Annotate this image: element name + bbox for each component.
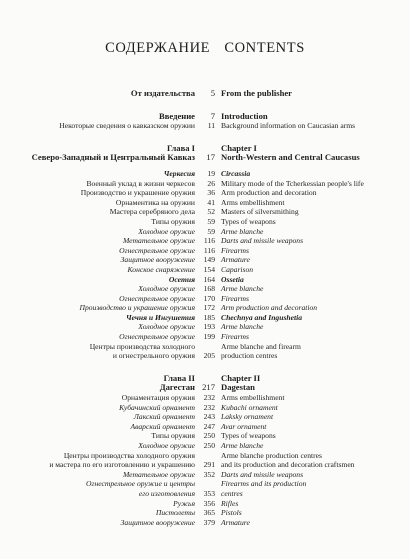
toc-label-ru: Типы оружия bbox=[151, 431, 195, 441]
toc-page-number: 116 bbox=[203, 245, 215, 255]
toc-row[interactable] bbox=[0, 227, 410, 237]
toc-row[interactable] bbox=[0, 265, 410, 275]
toc-page-number: 365 bbox=[203, 508, 215, 518]
toc-page-number: 11 bbox=[207, 121, 215, 131]
toc-page-number: 154 bbox=[203, 264, 215, 274]
toc-page-number: 379 bbox=[203, 517, 215, 527]
toc-label-en: Introduction bbox=[221, 110, 268, 121]
toc-label-ru: Холодное оружие bbox=[138, 226, 195, 236]
toc-label-en: centres bbox=[221, 488, 243, 498]
toc-row[interactable] bbox=[0, 508, 410, 518]
toc-label-ru: Военный уклад в жизни черкесов bbox=[86, 178, 195, 188]
toc-row-publisher[interactable] bbox=[0, 89, 410, 99]
toc-row-section-heading[interactable] bbox=[0, 169, 410, 179]
page-title bbox=[0, 40, 410, 56]
toc-label-ru: Центры производства холодного оружия bbox=[63, 450, 195, 460]
toc-page-number: 17 bbox=[206, 152, 215, 163]
toc-label-ru: Конское снаряжение bbox=[127, 264, 195, 274]
toc-page-number: 36 bbox=[207, 188, 215, 198]
toc-row-introduction[interactable] bbox=[0, 112, 410, 122]
ossetia-entries bbox=[0, 284, 410, 313]
toc-label-en: Arm production and decoration bbox=[221, 303, 318, 313]
chapter-label-ru: Глава I bbox=[166, 142, 195, 153]
toc-label-ru: и мастера по его изготовлению и украшению bbox=[49, 460, 195, 470]
toc-row[interactable] bbox=[0, 255, 410, 265]
toc-label-en: Darts and missile weapons bbox=[221, 236, 304, 246]
toc-label-en: Arme blanche bbox=[221, 284, 264, 294]
toc-row-chapter-title[interactable] bbox=[0, 383, 410, 393]
toc-page-number: 250 bbox=[203, 441, 215, 450]
toc-label-en: Circassia bbox=[221, 168, 251, 178]
toc-label-en: production centres bbox=[221, 351, 278, 361]
toc-row[interactable] bbox=[0, 393, 410, 403]
toc-label-en: Caparison bbox=[221, 264, 254, 274]
toc-page-number: 232 bbox=[203, 402, 215, 412]
chapter-label-ru: Глава II bbox=[163, 372, 195, 383]
toc-label-ru: Метательное оружие bbox=[122, 236, 195, 246]
toc-page-number: 168 bbox=[203, 284, 215, 294]
toc-label-ru: Мастера серебряного дела bbox=[109, 207, 195, 217]
toc-row-centres-line1[interactable] bbox=[0, 451, 410, 461]
toc-row[interactable] bbox=[0, 303, 410, 313]
chechnya-entries bbox=[0, 322, 410, 341]
toc-label-en: Arme blanche and firearm bbox=[221, 341, 301, 351]
toc-page-number: 217 bbox=[202, 382, 215, 393]
toc-label-en: Dagestan bbox=[221, 382, 255, 393]
toc-label-ru: Холодное оружие bbox=[138, 322, 195, 332]
dagestan-tail-entries bbox=[0, 499, 410, 528]
toc-label-ru: Кубачинский орнамент bbox=[119, 402, 195, 412]
toc-page-number: 353 bbox=[203, 488, 215, 498]
toc-label-en: Arme blanche production centres bbox=[221, 450, 322, 460]
toc-page-number: 199 bbox=[203, 332, 215, 342]
toc-page-number: 352 bbox=[203, 469, 215, 479]
toc-label-ru: Орнаментация оружия bbox=[121, 393, 195, 403]
toc-page-number: 19 bbox=[207, 168, 215, 178]
toc-label-en: Arm production and decoration bbox=[221, 188, 317, 198]
toc-label-en: North-Western and Central Caucasus bbox=[221, 152, 360, 163]
toc-row-centres-line2[interactable] bbox=[0, 460, 410, 470]
toc-row[interactable] bbox=[0, 284, 410, 294]
toc-label-ru: Огнестрельное оружие bbox=[119, 332, 195, 342]
toc-label-en: Darts and missile weapons bbox=[221, 469, 304, 479]
dagestan-entries bbox=[0, 393, 410, 451]
toc-row-section-heading[interactable] bbox=[0, 313, 410, 323]
toc-page-number: 59 bbox=[207, 226, 215, 236]
toc-label-ru: Защитное вооружение bbox=[120, 255, 195, 265]
toc-row-section-heading[interactable] bbox=[0, 275, 410, 285]
toc-page-number: 185 bbox=[203, 312, 215, 322]
toc-row[interactable] bbox=[0, 403, 410, 413]
toc-row-centres-line1[interactable] bbox=[0, 342, 410, 352]
toc-row[interactable] bbox=[0, 518, 410, 528]
toc-row[interactable] bbox=[0, 198, 410, 208]
toc-row-background[interactable] bbox=[0, 121, 410, 131]
toc-label-en: Types of weapons bbox=[221, 216, 276, 226]
circassia-entries bbox=[0, 179, 410, 275]
toc-row[interactable] bbox=[0, 217, 410, 227]
toc-label-ru: Дагестан bbox=[159, 382, 195, 393]
toc-label-en: Rifles bbox=[221, 498, 239, 508]
toc-page-number: 26 bbox=[207, 178, 215, 188]
toc-label-en: Pistols bbox=[221, 508, 242, 518]
toc-label-en: and its production and decoration craftsmen bbox=[221, 460, 355, 470]
toc-label-ru: Холодное оружие bbox=[138, 441, 195, 450]
toc-label-ru: Аварский орнамент bbox=[130, 421, 195, 431]
toc-page-number: 291 bbox=[203, 460, 215, 470]
toc-page-number: 205 bbox=[203, 351, 215, 361]
toc-label-ru: и огнестрельного оружия bbox=[112, 351, 195, 361]
toc-label-en: Ossetia bbox=[221, 274, 244, 284]
toc-label-ru: Холодное оружие bbox=[138, 284, 195, 294]
title-russian: СОДЕРЖАНИЕ bbox=[105, 40, 211, 56]
title-english: CONTENTS bbox=[224, 40, 305, 56]
toc-page-number: 149 bbox=[203, 255, 215, 265]
toc-label-en: Firearms and its production bbox=[221, 479, 307, 489]
toc-label-ru: Лакский орнамент bbox=[133, 412, 195, 422]
toc-page-number: 356 bbox=[203, 498, 215, 508]
toc-label-en: Firearms bbox=[221, 332, 249, 342]
toc-page-number: 193 bbox=[203, 322, 215, 332]
toc-label-en: Firearms bbox=[221, 245, 249, 255]
toc-page-number: 172 bbox=[203, 303, 215, 313]
toc-row[interactable] bbox=[0, 332, 410, 342]
toc-label-en: Masters of silversmithing bbox=[221, 207, 299, 217]
toc-label-en: Firearms bbox=[221, 293, 249, 303]
toc-label-en: Arme blanche bbox=[221, 322, 264, 332]
toc-label-ru: Типы оружия bbox=[151, 216, 195, 226]
toc-page-number: 250 bbox=[203, 431, 215, 441]
toc-label-en: Types of weapons bbox=[221, 431, 276, 441]
toc-label-ru: Огнестрельное оружие и центры bbox=[86, 479, 195, 489]
toc-label-ru: Некоторые сведения о кавказском оружии bbox=[59, 121, 195, 131]
toc-label-ru: Осетия bbox=[168, 274, 195, 284]
toc-label-en: Background information on Caucasian arms bbox=[221, 121, 356, 131]
toc-label-en: Military mode of the Tcherkessian people's life bbox=[221, 178, 364, 188]
toc-row[interactable] bbox=[0, 499, 410, 509]
toc-label-ru: Центры производства холодного bbox=[89, 341, 195, 351]
toc-row[interactable] bbox=[0, 179, 410, 189]
toc-row[interactable] bbox=[0, 207, 410, 217]
toc-label-en: Armature bbox=[221, 255, 250, 265]
toc-label-en: Chechnya and Ingushetia bbox=[221, 312, 303, 322]
toc-row[interactable] bbox=[0, 412, 410, 422]
chapter-label-en: Chapter II bbox=[221, 372, 261, 383]
toc-label-en: Arme blanche bbox=[221, 441, 264, 450]
toc-page-number: 52 bbox=[207, 207, 215, 217]
toc-label-en: From the publisher bbox=[221, 88, 292, 98]
toc-label-ru: От издательства bbox=[130, 88, 195, 98]
toc-page-number: 232 bbox=[203, 393, 215, 403]
toc-label-ru: Огнестрельное оружие bbox=[119, 293, 195, 303]
toc-row[interactable] bbox=[0, 236, 410, 246]
toc-label-ru: его изготовления bbox=[138, 488, 195, 498]
toc-label-ru: Ружья bbox=[173, 498, 195, 508]
chapter-label-en: Chapter I bbox=[221, 142, 257, 153]
toc-row[interactable] bbox=[0, 322, 410, 332]
toc-page-number: 170 bbox=[203, 293, 215, 303]
toc-label-en: Avar ornament bbox=[221, 421, 267, 431]
toc-label-ru: Черкесия bbox=[163, 168, 195, 178]
toc-page-number: 164 bbox=[203, 274, 215, 284]
toc-label-en: Arme blanche bbox=[221, 226, 264, 236]
toc-label-ru: Защитное вооружение bbox=[120, 517, 195, 527]
toc-row-firearms-line2[interactable] bbox=[0, 489, 410, 499]
toc-row[interactable] bbox=[0, 294, 410, 304]
toc-row[interactable] bbox=[0, 188, 410, 198]
toc-page-number: 247 bbox=[203, 421, 215, 431]
toc-page-number: 243 bbox=[203, 412, 215, 422]
toc-label-en: Arms embellishment bbox=[221, 393, 285, 403]
toc-label-en: Armature bbox=[221, 517, 250, 527]
toc-row[interactable] bbox=[0, 441, 410, 451]
toc-label-ru: Введение bbox=[159, 110, 195, 121]
toc-label-ru: Метательное оружие bbox=[122, 469, 195, 479]
toc-row[interactable] bbox=[0, 246, 410, 256]
toc-label-ru: Пистолеты bbox=[155, 508, 195, 518]
toc-label-ru: Производство и украшение оружия bbox=[79, 303, 195, 313]
toc-label-en: Kubachi ornament bbox=[221, 402, 278, 412]
toc-label-en: Arms embellishment bbox=[221, 197, 285, 207]
toc-label-ru: Огнестрельное оружие bbox=[119, 245, 195, 255]
toc-label-en: Laksky ornament bbox=[221, 412, 274, 422]
toc-row-centres-line2[interactable] bbox=[0, 351, 410, 361]
toc-page-number: 59 bbox=[207, 216, 215, 226]
toc-row-chapter-title[interactable] bbox=[0, 153, 410, 163]
toc-label-ru: Орнаментика на оружии bbox=[115, 197, 195, 207]
toc-page-number: 41 bbox=[207, 197, 215, 207]
toc-page-number: 116 bbox=[203, 236, 215, 246]
toc-label-ru: Производство и украшение оружия bbox=[80, 188, 195, 198]
toc-row-missile[interactable] bbox=[0, 470, 410, 480]
toc-page-number: 5 bbox=[210, 88, 215, 98]
toc-label-ru: Чечня и Ингушетия bbox=[125, 312, 195, 322]
toc-row-firearms-line1[interactable] bbox=[0, 479, 410, 489]
toc-label-ru: Северо-Западный и Центральный Кавказ bbox=[31, 152, 195, 163]
table-of-contents bbox=[0, 89, 410, 527]
toc-page-number: 7 bbox=[210, 110, 215, 121]
toc-row[interactable] bbox=[0, 431, 410, 441]
toc-row[interactable] bbox=[0, 422, 410, 432]
